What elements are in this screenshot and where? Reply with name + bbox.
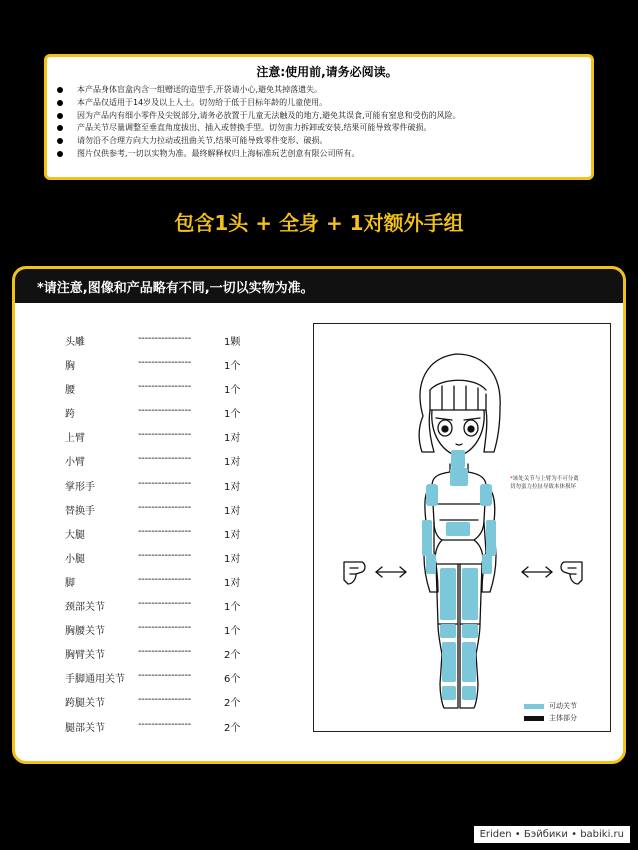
part-quantity: 1个 (224, 409, 241, 421)
part-name: 胸臂关节 (65, 650, 105, 662)
part-quantity: 2个 (224, 650, 241, 662)
warning-title: 注意:使用前,请务必阅读。 (256, 65, 398, 79)
part-leader-dashes: ---------------- (138, 549, 191, 561)
part-leader-dashes: ---------------- (138, 429, 191, 441)
part-leader-dashes: ---------------- (138, 405, 191, 417)
part-leader-dashes: ---------------- (138, 357, 191, 369)
diagram-legend (524, 700, 577, 724)
part-quantity: 1个 (224, 361, 241, 373)
part-quantity: 1对 (224, 433, 241, 445)
part-leader-dashes: ---------------- (138, 573, 191, 585)
legend-label: 可动关节 (549, 702, 577, 710)
part-leader-dashes: ---------------- (138, 694, 191, 706)
legend-swatch-joint (524, 704, 544, 709)
part-name: 腰 (65, 385, 75, 397)
part-quantity: 1对 (224, 553, 241, 565)
warning-item: 图片仅供参考,一切以实物为准。最终解释权归上海标准玩艺创意有限公司所有。 (77, 148, 577, 161)
part-quantity: 2个 (224, 698, 241, 710)
part-name: 大腿 (65, 529, 85, 541)
part-name: 掌形手 (65, 481, 95, 493)
part-leader-dashes: ---------------- (138, 670, 191, 682)
part-leader-dashes: ---------------- (138, 718, 191, 730)
part-name: 上臂 (65, 433, 85, 445)
part-leader-dashes: ---------------- (138, 381, 191, 393)
part-leader-dashes: ---------------- (138, 622, 191, 634)
part-quantity: 1颗 (224, 337, 241, 348)
part-quantity: 1对 (224, 481, 241, 493)
panel-header: *请注意,图像和产品略有不同,一切以实物为准。 (15, 269, 623, 303)
legend-label: 主体部分 (549, 714, 577, 722)
part-name: 跨腿关节 (65, 698, 105, 710)
legend-item-joint (524, 700, 577, 712)
warning-item: 产品关节尽量调整至垂直角度拔出、插入或替换手型。切勿蛮力拆卸或安装,结果可能导致零件破损。 (77, 122, 577, 135)
part-leader-dashes: ---------------- (138, 453, 191, 465)
warning-list (77, 84, 577, 161)
part-name: 胸腰关节 (65, 626, 105, 638)
part-leader-dashes: ---------------- (138, 646, 191, 658)
note-asterisk: * (510, 476, 513, 482)
part-leader-dashes: ---------------- (138, 598, 191, 610)
doll-figure-illustration (314, 324, 612, 733)
contents-headline: 包含1头 + 全身 + 1对额外手组 (174, 211, 464, 235)
part-name: 胸 (65, 361, 75, 373)
part-leader-dashes: ---------------- (138, 525, 191, 537)
warning-box (44, 54, 594, 180)
part-quantity: 1个 (224, 602, 241, 614)
part-name: 腿部关节 (65, 722, 105, 734)
part-name: 小腿 (65, 553, 85, 565)
part-name: 颈部关节 (65, 602, 105, 614)
warning-item: 本产品仅适用于14岁及以上人士。切勿给于低于目标年龄的儿童使用。 (77, 97, 577, 110)
part-quantity: 1个 (224, 385, 241, 397)
joint-note (510, 475, 579, 491)
part-name: 头雕 (65, 337, 85, 348)
part-quantity: 1个 (224, 626, 241, 638)
contents-panel (12, 266, 626, 764)
part-quantity: 1对 (224, 457, 241, 469)
warning-item: 因为产品内有细小零件及尖锐部分,请务必放置于儿童无法触及的地方,避免其误食,可能有窒息和受伤的风险。 (77, 110, 577, 123)
part-name: 手脚通用关节 (65, 674, 125, 686)
part-leader-dashes: ---------------- (138, 477, 191, 489)
note-line-1: 该处关节与上臂为不可分离 (512, 476, 579, 482)
part-quantity: 1对 (224, 529, 241, 541)
doll-diagram (313, 323, 611, 732)
part-quantity: 1对 (224, 577, 241, 589)
part-name: 跨 (65, 409, 75, 421)
part-quantity: 6个 (224, 674, 241, 686)
part-name: 脚 (65, 577, 75, 589)
watermark: Eriden • Бэйбики • babiki.ru (474, 826, 630, 843)
part-quantity: 2个 (224, 722, 241, 734)
warning-item: 本产品身体盲盒内含一组赠送的造型手,开袋请小心,避免其掉落遗失。 (77, 84, 577, 97)
part-name: 替换手 (65, 505, 95, 517)
legend-swatch-body (524, 716, 544, 721)
part-leader-dashes: ---------------- (138, 333, 191, 344)
legend-item-body (524, 712, 577, 724)
part-leader-dashes: ---------------- (138, 501, 191, 513)
part-quantity: 1对 (224, 505, 241, 517)
warning-item: 请勿沿不合理方向大力拉动或扭曲关节,结果可能导致零件变形、破损。 (77, 135, 577, 148)
part-name: 小臂 (65, 457, 85, 469)
note-line-2: 切勿蛮力拉扯导致本体损坏 (510, 484, 577, 490)
